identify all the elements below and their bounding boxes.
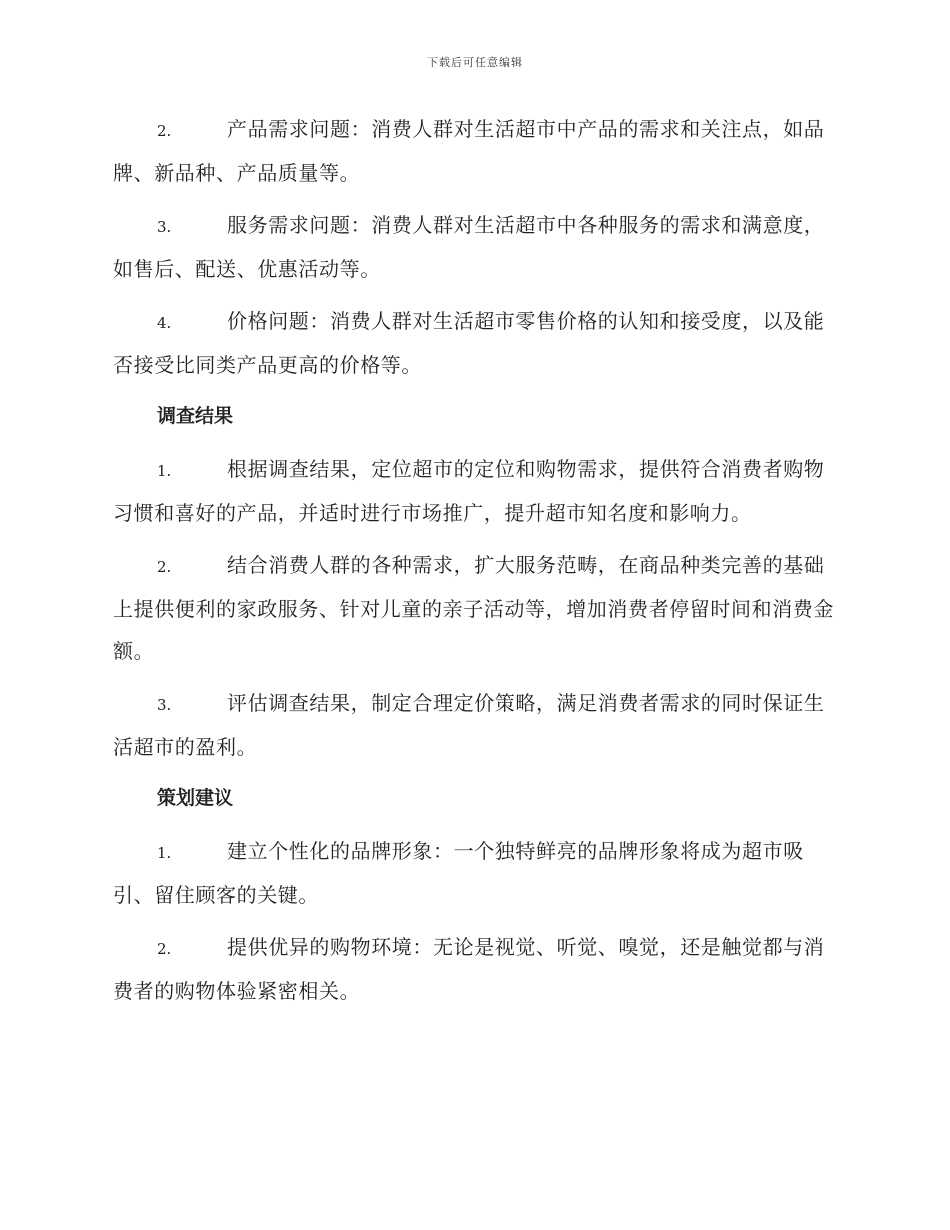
list-item: [113, 682, 835, 768]
item-number: 1.: [157, 844, 172, 862]
section-heading-planning-suggestions: 策划建议: [157, 787, 234, 809]
item-number: 2.: [157, 940, 172, 958]
list-item: [113, 204, 835, 290]
list-item: [113, 830, 835, 916]
item-number: 4.: [157, 314, 172, 332]
item-text: 结合消费人群的各种需求，扩大服务范畴，在商品种类完善的基础上提供便利的家政服务、针对儿童的亲子活动等，增加消费者停留时间和消费金额。: [113, 553, 834, 663]
item-text: 评估调查结果，制定合理定价策略，满足消费者需求的同时保证生活超市的盈利。: [113, 691, 825, 759]
item-text: 服务需求问题：消费人群对生活超市中各种服务的需求和满意度，如售后、配送、优惠活动等。: [113, 213, 825, 281]
item-number: 2.: [157, 122, 172, 140]
list-item: [113, 448, 835, 534]
item-text: 价格问题：消费人群对生活超市零售价格的认知和接受度，以及能否接受比同类产品更高的价格等。: [113, 309, 825, 377]
document-body: [113, 108, 835, 1022]
item-text: 提供优异的购物环境：无论是视觉、听觉、嗅觉，还是触觉都与消费者的购物体验紧密相关。: [113, 935, 825, 1003]
item-number: 2.: [157, 558, 172, 576]
item-text: 根据调查结果，定位超市的定位和购物需求，提供符合消费者购物习惯和喜好的产品，并适时进行市场推广，提升超市知名度和影响力。: [113, 457, 825, 525]
list-item: [113, 300, 835, 386]
item-number: 3.: [157, 218, 172, 236]
section-heading-survey-results: 调查结果: [157, 405, 234, 427]
item-text: 产品需求问题：消费人群对生活超市中产品的需求和关注点，如品牌、新品种、产品质量等。: [113, 117, 825, 185]
list-item: [113, 108, 835, 194]
item-number: 1.: [157, 462, 172, 480]
page-header: 下载后可任意编辑: [427, 56, 523, 69]
item-text: 建立个性化的品牌形象：一个独特鲜亮的品牌形象将成为超市吸引、留住顾客的关键。: [113, 839, 804, 907]
item-number: 3.: [157, 696, 172, 714]
list-item: [113, 544, 835, 672]
list-item: [113, 926, 835, 1012]
